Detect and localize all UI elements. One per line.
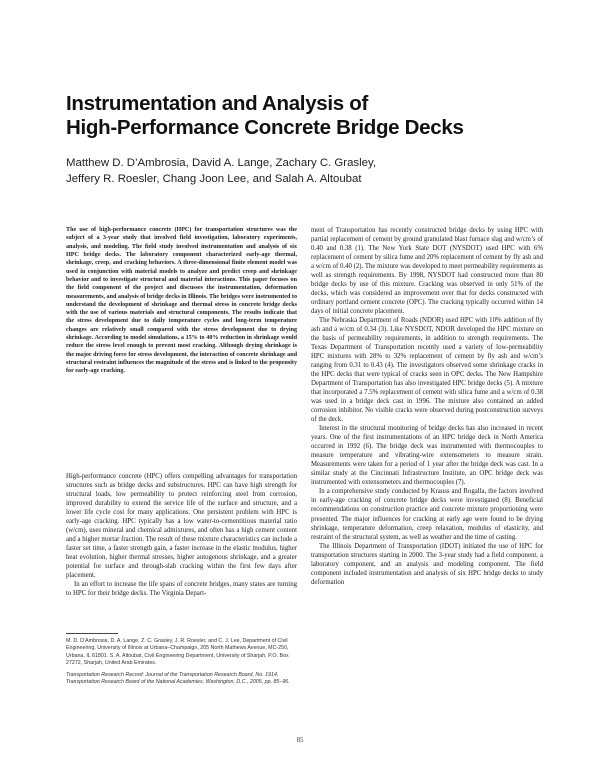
author-affiliations: M. D. D’Ambrosia, D. A. Lange, Z. C. Grasley, J. R. Roesler, and C. J. Lee, Department of Civil Engineering, University of Illinois at Urbana–Champaign, 205 North Mathews Avenue, MC-250, Urbana, IL 61801. S. A. Altoubat, Civil Engineering Department, University of Sharjah, P.O. Box 27272, Sharjah, United Arab Emirates.: [66, 638, 289, 666]
journal-citation: Transportation Research Record: Journal of the Transportation Research Board, No. 1914, Transportation Research Board of the National Academies, Washington, D.C., 2005, pp. 85–96.: [66, 672, 290, 686]
paragraph: The Illinois Department of Transportation (IDOT) initiated the use of HPC for transportation structures starting in 2000. The 3-year study had a field component, a laboratory component, and an analysis and modeling component. The field component included instrumentation and analysis of six HPC bridge decks to study deformation: [311, 542, 543, 586]
footnote-divider: [66, 633, 118, 634]
paper-title: [66, 92, 546, 140]
paragraph: Interest in the structural monitoring of bridge decks has also increased in recent years. One of the first instrumentations of an HPC bridge deck in North America occurred in 1992 (6). The bridge deck was instrumented with thermocouples to measure temperature and vibrating-wire extensometers to measure strain. Measurements were taken for a period of 1 year after the bridge deck was cast. In a similar study at the Cincinnati Infrastructure Institute, an OPC bridge deck was instrumented with extensometers and thermocouples (7).: [311, 425, 543, 487]
title-line-2: High-Performance Concrete Bridge Decks: [66, 116, 464, 139]
body-column-left: [66, 472, 297, 598]
abstract: The use of high-performance concrete (HPC) for transportation structures was the subject of a 3-year study that involved field investigation, laboratory experiments, analysis, and modeling. The field study involved instrumentation and analysis of six HPC bridge decks. The laboratory component characterized early-age thermal, shrinkage, creep, and cracking behaviors. A three-dimensional finite element model was used in conjunction with material models to analyze and predict creep and shrinkage behavior and to investigate structural and material interactions. This paper focuses on the field component of the project and discusses the instrumentation, deformation measurements, and analysis of bridge decks in Illinois. The bridges were instrumented to understand the development of shrinkage and thermal stress in concrete bridge decks with the use of various materials and structural components. The results indicate that the stress development due to daily temperature cycles and long-term temperature changes are relatively small compared with the stress development due to drying shrinkage. According to model simulations, a 15% to 40% reduction in shrinkage would reduce the stress level enough to prevent most cracking. Although drying shrinkage is the major driving force for stress development, the interaction of concrete shrinkage and structural restraint influences the magnitude of the stress and is linked to the propensity for early-age cracking.: [66, 227, 297, 375]
paragraph: In a comprehensive study conducted by Krauss and Rogalla, the factors involved in early-age cracking of concrete bridge decks were investigated (8). Beneficial recommendations on construction practice and concrete mixture proportioning were presented. The major influences for cracking at early age were found to be drying shrinkage, temperature deformation, creep relaxation, modulus of elasticity, and restraint of the structural system, as well as weather and the time of casting.: [311, 488, 543, 541]
paragraph: High-performance concrete (HPC) offers compelling advantages for transportation structures such as bridge decks and substructures. HPC can have high strength for structural loads, low permeability to protect reinforcing steel from corrosion, improved durability to extend the service life of the surface and structure, and a lower life cycle cost for many applications. One persistent problem with HPC is early-age cracking. HPC typically has a low water-to-cementitious material ratio (w/cm), uses mineral and chemical admixtures, and often has a high cement content and a higher mortar fraction. The result of these mixture characteristics can include a faster set time, a faster strength gain, a faster increase in the elastic modulus, higher heat evolution, higher thermal stresses, higher autogenous shrinkage, and a greater potential for surface and through-slab cracking within the first few days after placement.: [66, 473, 297, 580]
footnote: [66, 638, 297, 687]
page-number: 85: [296, 737, 304, 744]
paragraph: ment of Transportation has recently constructed bridge decks by using HPC with partial replacement of cement by ground granulated blast furnace slag and w/cm’s of 0.40 and 0.38 (1). The New York State DOT (NYSDOT) used HPC with 6% replacement of cement by silica fume and 20% replacement of cement by fly ash and a w/cm of 0.40 (2). The mixture was developed to meet permeability requirements as well as strength requirements. By 1998, NYSDOT had constructed more than 80 bridge decks by use of this mixture. Cracking was observed in only 51% of the decks, which was considered an improvement over that for decks constructed with ordinary portland cement concrete (OPC). The cracking typically occurred within 14 days of initial concrete placement.: [311, 227, 543, 316]
paragraph: The Nebraska Department of Roads (NDOR) used HPC with 10% addition of fly ash and a w/cm of 0.34 (3). Like NYSDOT, NDOR developed the HPC mixture on the basis of permeability requirements, in addition to strength requirements. The Texas Department of Transportation recently used a variety of low-permeability HPC mixtures with 28% to 32% replacement of cement by fly ash and w/cm’s ranging from 0.31 to 0.43 (4). The investigators observed some shrinkage cracks in the HPC decks that were typical of cracks seen in OPC decks. The New Hampshire Department of Transportation has also investigated HPC bridge decks (5). A mixture that incorporated a 7.5% replacement of cement with silica fume and a w/cm of 0.38 was used in a bridge deck cast in 1996. The mixture also contained an added corrosion inhibitor. No visible cracks were observed during postconstruction surveys of the deck.: [311, 317, 543, 424]
title-line-1: Instrumentation and Analysis of: [66, 92, 369, 115]
authors-line-2: Jeffery R. Roesler, Chang Joon Lee, and Salah A. Altoubat: [66, 173, 362, 185]
paragraph: In an effort to increase the life spans of concrete bridges, many states are turning to HPC for their bridge decks. The Virginia Depart-: [66, 581, 297, 598]
authors-line-1: Matthew D. D’Ambrosia, David A. Lange, Zachary C. Grasley,: [66, 157, 376, 169]
body-column-right: [311, 226, 543, 587]
author-list: [66, 155, 546, 187]
